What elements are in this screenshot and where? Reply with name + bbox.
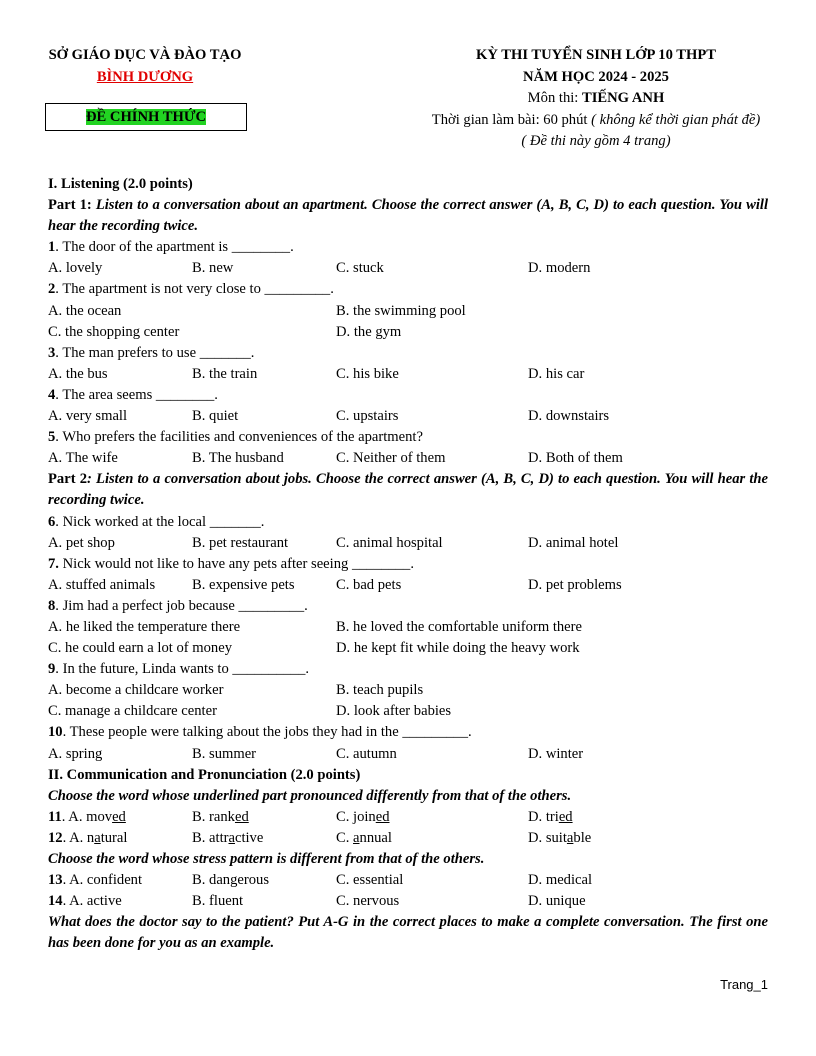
word-part: tural	[100, 829, 128, 846]
option-d: D. medical	[528, 872, 593, 889]
option-c	[336, 807, 390, 828]
option-b: B. pet restaurant	[192, 534, 289, 551]
exam-title: KỲ THI TUYỂN SINH LỚP 10 THPT	[475, 47, 717, 63]
part-2-label: Part 2	[48, 471, 88, 488]
option-c: C. his bike	[336, 365, 399, 382]
question-1	[48, 237, 768, 258]
time-line	[408, 112, 784, 129]
question-number: 8	[48, 597, 56, 614]
underlined-part: ed	[234, 808, 249, 825]
option-a: A. lovely	[48, 260, 103, 277]
question-3	[48, 343, 768, 364]
option-b	[192, 828, 263, 849]
part-1-label: Part 1:	[48, 197, 96, 214]
option-b: B. the train	[192, 365, 258, 382]
option-b: B. dangerous	[192, 872, 270, 889]
word-part: B. attr	[192, 829, 229, 846]
question-text: . Nick worked at the local _______.	[55, 513, 265, 530]
option-b: B. fluent	[192, 893, 244, 910]
question-14	[48, 891, 768, 912]
option-a: A. become a childcare worker	[48, 682, 224, 699]
question-number: 1	[48, 239, 56, 256]
question-text: . These people were talking about the jobs they had in the _________.	[62, 724, 472, 741]
underlined-part: a	[228, 829, 235, 846]
question-4	[48, 385, 768, 406]
underlined-part: ed	[375, 808, 390, 825]
question-10-options	[48, 744, 768, 765]
subject-label: Môn thi:	[527, 90, 582, 106]
option-b: B. teach pupils	[336, 682, 424, 699]
stress-instruction: Choose the word whose stress pattern is different from that of the others.	[48, 851, 485, 867]
question-text: . The man prefers to use _______.	[55, 344, 255, 361]
page-number: Trang_1	[720, 977, 768, 992]
option-c: C. the shopping center	[48, 323, 180, 340]
option-a	[48, 807, 126, 828]
option-b: B. quiet	[192, 408, 239, 425]
question-8-options-ab	[48, 617, 768, 638]
option-b	[192, 807, 249, 828]
question-11	[48, 807, 768, 828]
option-c: C. bad pets	[336, 576, 402, 593]
question-7-options	[48, 575, 768, 596]
option-b: B. expensive pets	[192, 576, 295, 593]
question-number: 4	[48, 386, 56, 403]
pronunciation-instruction: Choose the word whose underlined part pronounced differently from that of the others.	[48, 787, 572, 804]
province-name: BÌNH DƯƠNG	[96, 69, 194, 85]
question-2-options-ab	[48, 301, 768, 322]
question-6	[48, 512, 768, 533]
question-number: 3	[48, 344, 56, 361]
question-7	[48, 554, 768, 575]
option-d: D. downstairs	[528, 408, 610, 425]
question-number: 6	[48, 513, 56, 530]
underlined-part: a	[566, 829, 574, 846]
part-2-instruction	[48, 469, 768, 511]
part-1-instruction	[48, 195, 768, 237]
option-text: . A. confident	[62, 872, 143, 889]
question-text: . The area seems ________.	[55, 386, 218, 403]
option-a: A. stuffed animals	[48, 576, 156, 593]
official-exam-box	[45, 103, 247, 131]
question-5	[48, 427, 768, 448]
question-3-options	[48, 364, 768, 385]
time-label: Thời gian làm bài: 60 phút	[431, 112, 592, 128]
question-number: 2	[48, 281, 56, 298]
option-d: D. the gym	[336, 323, 402, 340]
option-d: D. he kept fit while doing the heavy work	[336, 640, 580, 657]
question-8-options-cd	[48, 638, 768, 659]
word-part: C. join	[336, 808, 376, 825]
question-text: . Jim had a perfect job because _________.	[55, 597, 308, 614]
question-number: 12	[48, 829, 63, 846]
question-2-options-cd	[48, 322, 768, 343]
option-b: B. summer	[192, 745, 257, 762]
word-part: nnual	[359, 829, 392, 846]
option-c: C. upstairs	[336, 408, 399, 425]
option-d: D. animal hotel	[528, 534, 619, 551]
option-c: C. manage a childcare center	[48, 703, 217, 720]
question-text: . In the future, Linda wants to __________.	[55, 661, 310, 678]
question-6-options	[48, 533, 768, 554]
option-a	[48, 870, 142, 891]
time-note: ( không kể thời gian phát đề)	[591, 112, 761, 128]
underlined-part: ed	[558, 808, 573, 825]
option-d: D. Both of them	[528, 450, 623, 467]
question-1-options	[48, 258, 768, 279]
part-2-text: : Listen to a conversation about jobs. Choose the correct answer (A, B, C, D) to each question. You will hear the recording twice.	[48, 471, 768, 509]
question-9-options-cd	[48, 701, 768, 722]
question-number: 13	[48, 872, 63, 889]
word-part: ble	[573, 829, 592, 846]
option-c: C. Neither of them	[336, 450, 446, 467]
option-a	[48, 828, 127, 849]
exam-content	[48, 174, 768, 954]
question-10	[48, 722, 768, 743]
question-2	[48, 279, 768, 300]
option-b: B. The husband	[192, 450, 284, 467]
word-part: C.	[336, 829, 354, 846]
option-a: A. the ocean	[48, 302, 122, 319]
question-text: . The door of the apartment is ________.	[55, 239, 294, 256]
option-d: D. winter	[528, 745, 584, 762]
underlined-part: a	[353, 829, 360, 846]
question-text: Nick would not like to have any pets after seeing ________.	[58, 555, 414, 572]
word-part: D. suit	[528, 829, 567, 846]
question-number: 11	[48, 808, 62, 825]
question-12	[48, 828, 768, 849]
word-part: . A. n	[62, 829, 95, 846]
question-9	[48, 659, 768, 680]
option-d: D. modern	[528, 260, 591, 277]
word-part: B. rank	[192, 808, 235, 825]
exam-header	[0, 47, 816, 157]
word-part: . A. mov	[61, 808, 113, 825]
conversation-instruction: What does the doctor say to the patient? Put A-G in the correct places to make a complete conversation. The first one has been done for you as an example.	[48, 914, 768, 952]
option-c: C. animal hospital	[336, 534, 443, 551]
option-a: A. the bus	[48, 365, 108, 382]
option-text: . A. active	[62, 893, 122, 910]
question-number: 14	[48, 893, 63, 910]
option-c: C. he could earn a lot of money	[48, 640, 232, 657]
option-b: B. the swimming pool	[336, 302, 466, 319]
option-a: A. very small	[48, 408, 128, 425]
option-d: D. pet problems	[528, 576, 622, 593]
subject-name: TIẾNG ANH	[582, 90, 665, 106]
option-c: C. essential	[336, 872, 404, 889]
option-c	[336, 828, 392, 849]
underlined-part: a	[94, 829, 101, 846]
option-b: B. he loved the comfortable uniform there	[336, 618, 582, 635]
official-exam-label: ĐỀ CHÍNH THỨC	[85, 109, 206, 125]
question-number: 10	[48, 724, 63, 741]
option-a: A. spring	[48, 745, 103, 762]
section-2-title: II. Communication and Pronunciation (2.0 points)	[48, 766, 361, 783]
option-a: A. The wife	[48, 450, 118, 467]
question-number: 5	[48, 429, 56, 446]
question-text: . Who prefers the facilities and conveniences of the apartment?	[55, 429, 423, 446]
option-a	[48, 891, 122, 912]
pages-note	[408, 133, 784, 150]
word-part: ctive	[234, 829, 264, 846]
question-number: 9	[48, 661, 56, 678]
option-d	[528, 828, 591, 849]
question-9-options-ab	[48, 680, 768, 701]
option-d: D. look after babies	[336, 703, 452, 720]
option-a: A. pet shop	[48, 534, 115, 551]
question-5-options	[48, 448, 768, 469]
part-1-text: Listen to a conversation about an apartment. Choose the correct answer (A, B, C, D) to each question. You will hear the recording twice.	[48, 197, 768, 235]
option-d	[528, 807, 573, 828]
section-1-title: I. Listening (2.0 points)	[48, 176, 193, 192]
subject-line	[408, 90, 784, 107]
question-8	[48, 596, 768, 617]
word-part: D. tri	[528, 808, 559, 825]
underlined-part: ed	[112, 808, 126, 825]
option-c: C. nervous	[336, 893, 400, 910]
option-c: C. stuck	[336, 260, 384, 277]
question-13	[48, 870, 768, 891]
question-number: 7.	[48, 555, 59, 572]
option-b: B. new	[192, 260, 234, 277]
option-d: D. his car	[528, 365, 585, 382]
option-d: D. unique	[528, 893, 586, 910]
pages-note-text: ( Đề thi này gồm 4 trang)	[521, 133, 671, 149]
question-text: . The apartment is not very close to _________.	[55, 281, 334, 298]
option-c: C. autumn	[336, 745, 397, 762]
department-name: SỞ GIÁO DỤC VÀ ĐÀO TẠO	[48, 47, 242, 63]
school-year: NĂM HỌC 2024 - 2025	[523, 69, 669, 85]
option-a: A. he liked the temperature there	[48, 618, 241, 635]
question-4-options	[48, 406, 768, 427]
